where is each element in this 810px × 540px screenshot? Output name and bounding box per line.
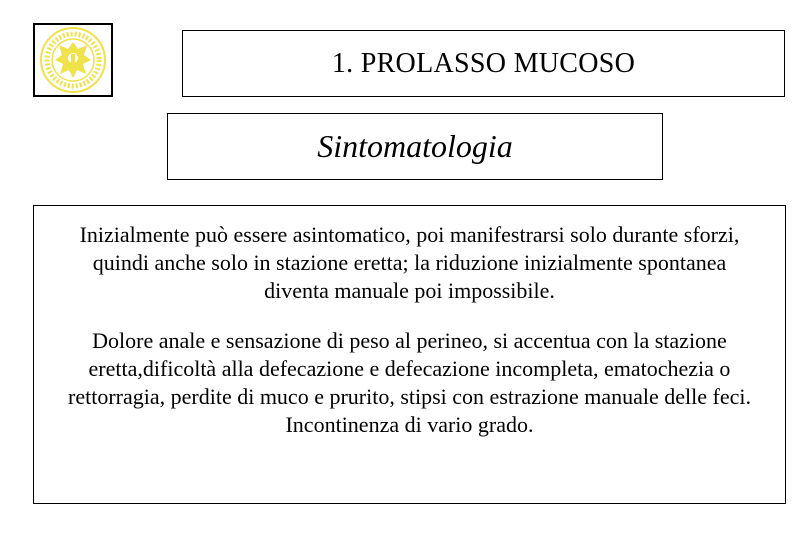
title-frame: [182, 30, 785, 97]
subtitle-frame: [167, 113, 663, 180]
page-title: 1. PROLASSO MUCOSO: [331, 47, 636, 79]
logo-frame: [33, 23, 113, 97]
content-panel: [33, 205, 786, 504]
paragraph-onset: Inizialmente può essere asintomatico, poi manifestrarsi solo durante sforzi, quindi anche solo in stazione eretta; la riduzione inizialmente spontanea diventa manuale poi impossibile.: [79, 222, 740, 303]
paragraph-symptoms: Dolore anale e sensazione di peso al perineo, si accentua con la stazione eretta,dificoltà alla defecazione e defecazione incompleta, ematochezia o rettorragia, perdite di muco e prurito, stipsi con estrazione manuale delle feci. Incontinenza di vario grado.: [68, 328, 751, 437]
crest-seal-icon: [35, 25, 111, 95]
section-subtitle: Sintomatologia: [317, 128, 513, 164]
